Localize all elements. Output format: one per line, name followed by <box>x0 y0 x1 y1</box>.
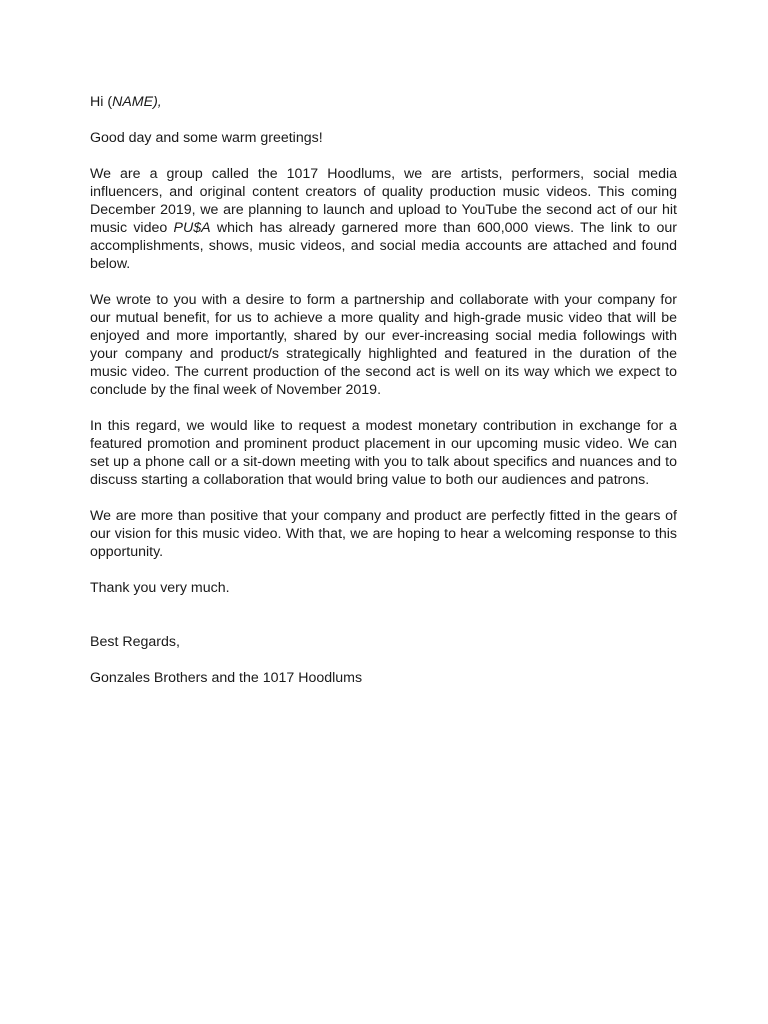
paragraph-vision: We are more than positive that your company and product are perfectly fitted in the gears of our vision for this music video. With that, we are hoping to hear a welcoming response to this opportunity. <box>90 508 677 560</box>
name-placeholder: NAME <box>112 94 154 110</box>
video-title: PU$A <box>173 220 211 236</box>
signature-line: Gonzales Brothers and the 1017 Hoodlums <box>90 670 363 686</box>
letter-body <box>90 93 677 705</box>
greeting-prefix: Hi ( <box>90 94 113 110</box>
paragraph-introduction-text-1: We are a group called the 1017 Hoodlums, we are artists, performers, social media influencers, and original content creators of quality production music videos. This coming December 2019, we are planning to launch and upload to YouTube the second act of our hit music video <box>90 166 677 236</box>
greeting-line <box>90 93 677 111</box>
paragraph-introduction-text-2: which has already garnered more than 600,000 views. The link to our accomplishments, shows, music videos, and social media accounts are attached and found below. <box>90 220 677 272</box>
paragraph-introduction <box>90 165 677 273</box>
greeting-suffix: ), <box>153 94 162 110</box>
paragraph-request: In this regard, we would like to request a modest monetary contribution in exchange for a featured promotion and prominent product placement in our upcoming music video. We can set up a phone call or a sit-down meeting with you to talk about specifics and nuances and to discuss starting a collaboration that would bring value to both our audiences and patrons. <box>90 418 677 488</box>
thanks-line: Thank you very much. <box>90 580 230 596</box>
paragraph-partnership: We wrote to you with a desire to form a partnership and collaborate with your company for our mutual benefit, for us to achieve a more quality and high-grade music video that will be enjoyed and more importantly, shared by our ever-increasing social media followings with your company and product/s strategically highlighted and featured in the duration of the music video. The current production of the second act is well on its way which we expect to conclude by the final week of November 2019. <box>90 292 677 398</box>
closing-line: Best Regards, <box>90 634 180 650</box>
opening-line: Good day and some warm greetings! <box>90 130 323 146</box>
